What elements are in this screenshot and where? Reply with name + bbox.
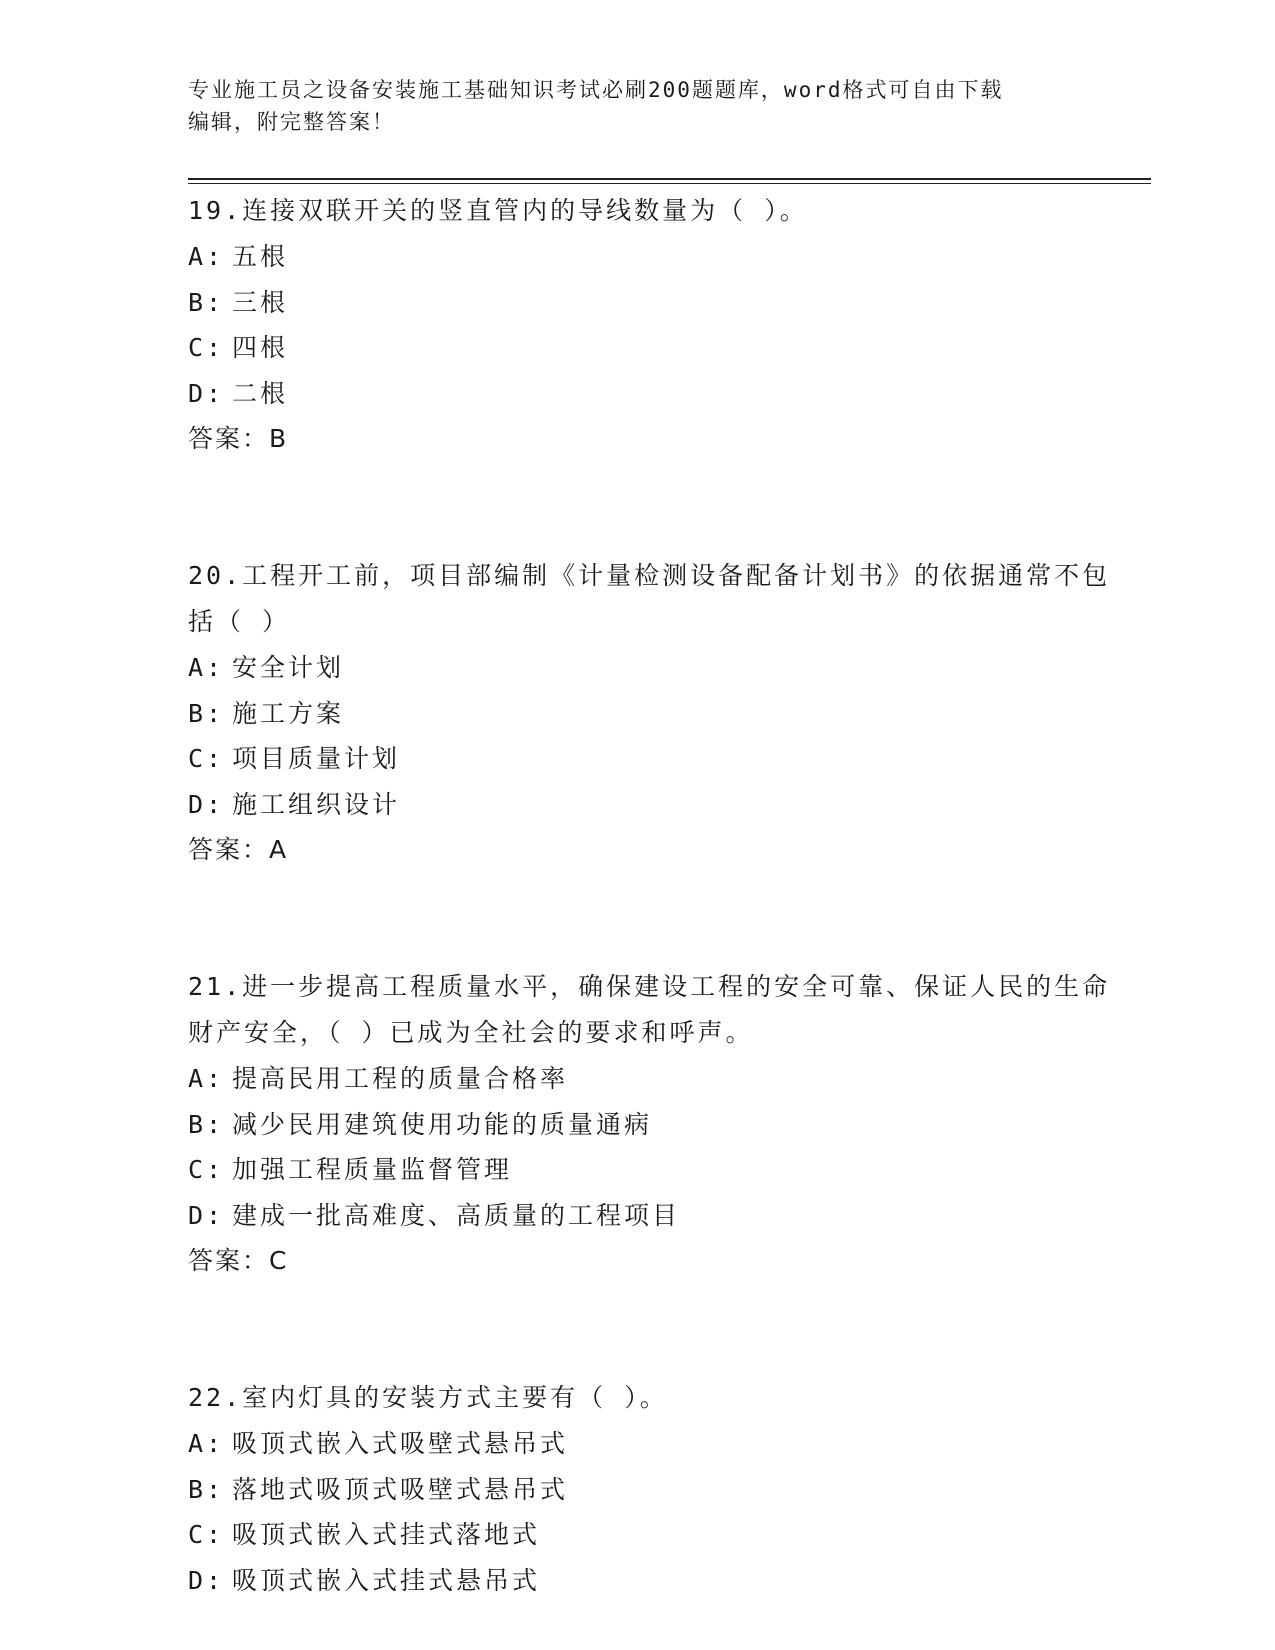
option-text: 落地式吸顶式吸壁式悬吊式 — [232, 1474, 569, 1504]
option-c — [188, 325, 1128, 371]
option-text: 三根 — [232, 287, 289, 317]
option-b — [188, 691, 1128, 737]
option-d — [188, 1193, 1128, 1239]
option-key: D: — [188, 378, 225, 408]
question-spacer — [188, 462, 1128, 553]
header-line-1: 专业施工员之设备安装施工基础知识考试必刷200题题库，word格式可自由下载 — [188, 78, 1004, 102]
option-text: 项目质量计划 — [232, 744, 401, 773]
option-a — [188, 1056, 1128, 1102]
option-text: 吸顶式嵌入式吸壁式悬吊式 — [232, 1429, 569, 1458]
question-19 — [188, 188, 1128, 462]
option-key: A: — [188, 653, 225, 682]
question-22 — [188, 1375, 1128, 1603]
answer-line: 答案：B — [188, 424, 289, 453]
option-text: 四根 — [232, 333, 289, 362]
header-divider — [188, 178, 1151, 180]
option-key: A: — [188, 1429, 225, 1458]
question-spacer — [188, 873, 1128, 964]
option-d — [188, 371, 1128, 417]
option-text: 施工组织设计 — [232, 789, 401, 819]
option-key: A: — [188, 1064, 225, 1093]
question-21 — [188, 964, 1128, 1284]
question-20 — [188, 553, 1128, 873]
question-stem: 19.连接双联开关的竖直管内的导线数量为（ ）。 — [188, 196, 808, 225]
option-a — [188, 645, 1128, 691]
option-text: 吸顶式嵌入式挂式落地式 — [232, 1520, 541, 1549]
option-key: C: — [188, 1155, 225, 1184]
option-d — [188, 782, 1128, 828]
option-key: B: — [188, 1109, 225, 1139]
question-spacer — [188, 1284, 1128, 1375]
question-stem: 22.室内灯具的安装方式主要有（ ）。 — [188, 1383, 668, 1412]
option-c — [188, 736, 1128, 782]
option-key: D: — [188, 1200, 225, 1230]
option-key: D: — [188, 1565, 225, 1595]
option-b — [188, 280, 1128, 326]
answer-line: 答案：C — [188, 1246, 289, 1275]
question-stem: 21.进一步提高工程质量水平，确保建设工程的安全可靠、保证人民的生命财产安全，（ ）已成为全社会的要求和呼声。 — [188, 972, 1111, 1047]
option-text: 吸顶式嵌入式挂式悬吊式 — [232, 1565, 541, 1595]
option-b — [188, 1102, 1128, 1148]
header-line-2: 编辑，附完整答案！ — [188, 110, 395, 134]
option-text: 五根 — [232, 242, 289, 271]
document-header — [188, 74, 1088, 138]
option-c — [188, 1147, 1128, 1193]
option-b — [188, 1467, 1128, 1513]
option-text: 建成一批高难度、高质量的工程项目 — [232, 1200, 681, 1230]
option-key: C: — [188, 333, 225, 362]
option-text: 提高民用工程的质量合格率 — [232, 1064, 569, 1093]
option-text: 安全计划 — [232, 653, 345, 682]
option-key: C: — [188, 1520, 225, 1549]
option-key: B: — [188, 698, 225, 728]
option-key: B: — [188, 1474, 225, 1504]
option-a — [188, 1421, 1128, 1467]
option-text: 减少民用建筑使用功能的质量通病 — [232, 1109, 653, 1139]
option-text: 施工方案 — [232, 698, 345, 728]
answer-line: 答案：A — [188, 835, 289, 864]
option-d — [188, 1558, 1128, 1604]
option-key: B: — [188, 287, 225, 317]
option-key: A: — [188, 242, 225, 271]
option-text: 二根 — [232, 378, 289, 408]
question-stem: 20.工程开工前，项目部编制《计量检测设备配备计划书》的依据通常不包括（ ） — [188, 561, 1111, 636]
option-a — [188, 234, 1128, 280]
option-key: D: — [188, 789, 225, 819]
option-text: 加强工程质量监督管理 — [232, 1155, 513, 1184]
question-list — [188, 188, 1128, 1603]
option-c — [188, 1512, 1128, 1558]
header-divider-thin — [188, 183, 1151, 184]
option-key: C: — [188, 744, 225, 773]
